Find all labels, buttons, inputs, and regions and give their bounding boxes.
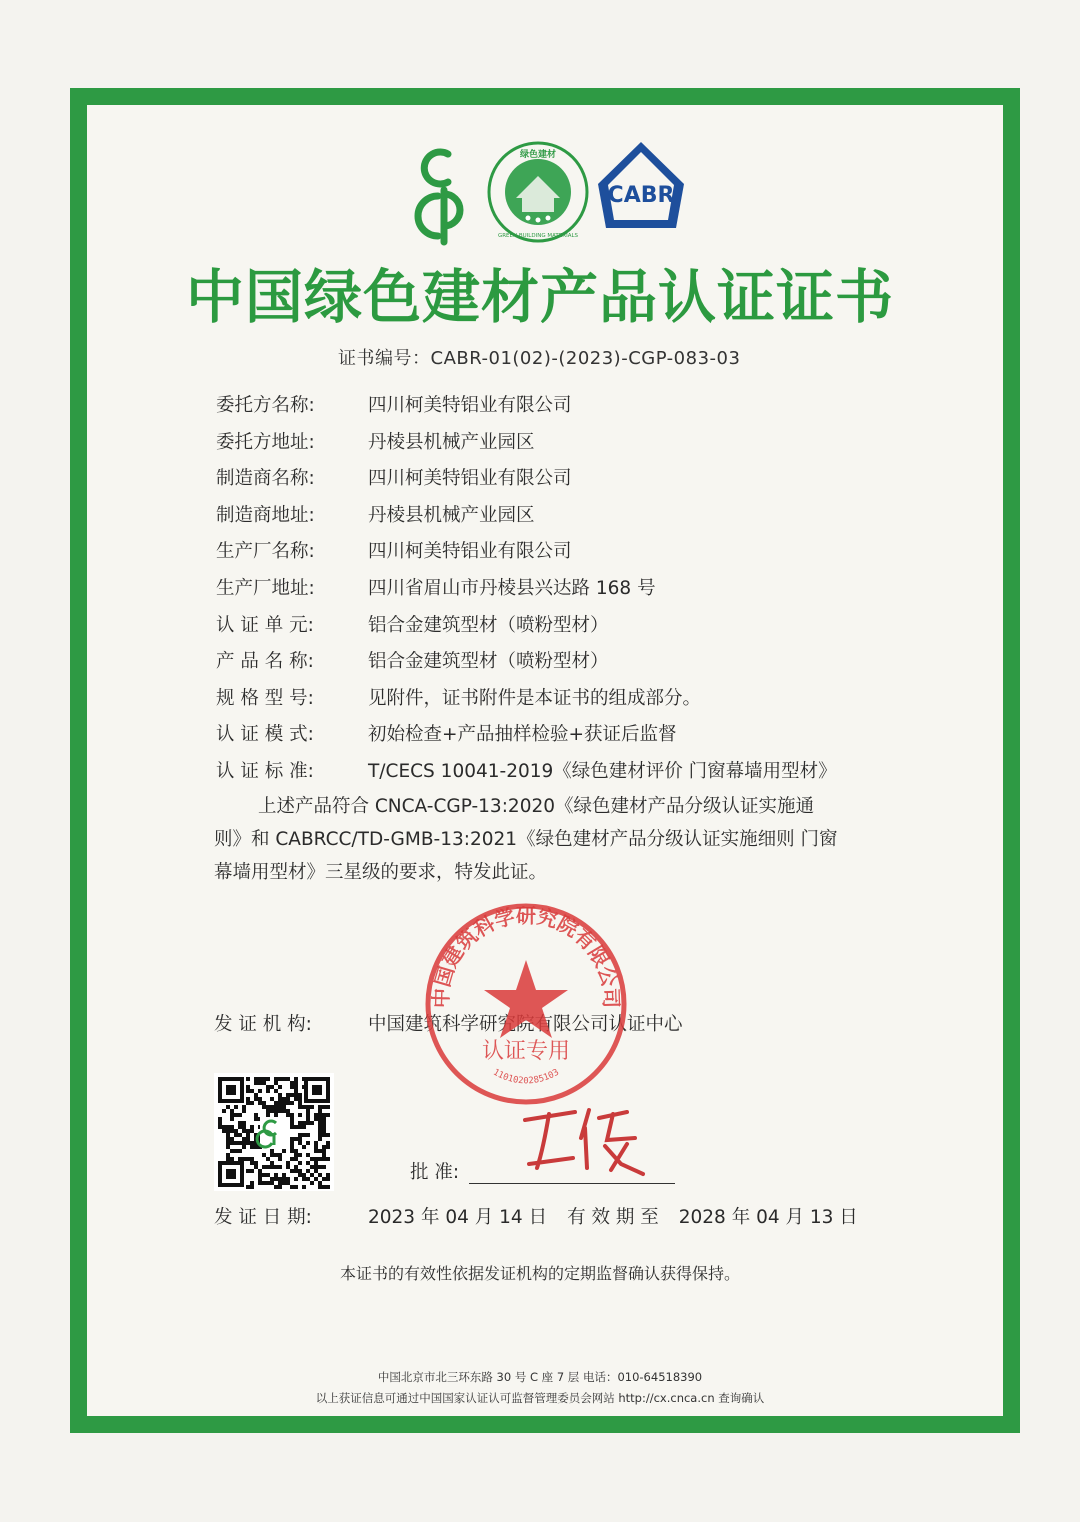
cert-no-label: 证书编号： [338,348,431,369]
seal-ring-text: 中国建筑科学研究院有限公司 [428,903,624,1009]
field-row [216,681,896,718]
certificate-title: 中国绿色建材产品认证证书 [185,263,894,331]
gbm-top-text: 绿色建材 [519,150,557,160]
issue-date: 2023 年 04 月 14 日 [368,1207,548,1228]
field-label: 生产厂地址: [216,577,315,599]
field-row [216,608,896,645]
field-row [216,534,896,571]
field-value: 丹棱县机械产业园区 [368,504,535,526]
field-row [216,425,896,462]
statement-line-3: 幕墙用型材》三星级的要求，特发此证。 [214,862,548,883]
field-value: 四川柯美特铝业有限公司 [368,395,572,416]
field-label: 制造商名称: [216,468,315,490]
expiry-date: 2028 年 04 月 13 日 [678,1207,858,1228]
field-row [216,498,896,535]
certificate-number [338,344,740,370]
field-value: 见附件，证书附件是本证书的组成部分。 [368,687,702,709]
validity-note: 本证书的有效性依据发证机构的定期监督确认获得保持。 [339,1264,740,1283]
svg-text:1101020285103 [491,1068,561,1087]
statement-line-1: 上述产品符合 CNCA-CGP-13:2020《绿色建材产品分级认证实施通 [258,796,815,817]
field-row [216,754,896,791]
issue-dates [214,1203,858,1229]
approval [410,1158,675,1184]
cabr-logo [594,138,688,238]
issue-date-label: 发 证 日 期: [214,1207,312,1228]
approval-label: 批 准: [410,1162,460,1183]
field-label: 规 格 型 号: [216,687,314,709]
seal-number: 1101020285103 [491,1067,561,1087]
logo-group [400,138,700,248]
field-row [216,388,896,425]
field-row [216,644,896,681]
footer-address: 中国北京市北三环东路 30 号 C 座 7 层 电话：010-64518390 [377,1370,703,1384]
field-label: 认 证 单 元: [216,614,314,636]
seal-center-text: 认证专用 [481,1039,571,1064]
field-label: 认 证 模 式: [216,724,314,746]
field-row [216,461,896,498]
cert-no-value: CABR-01(02)-(2023)-CGP-083-03 [430,348,741,369]
certificate-fields [216,388,896,791]
field-label: 生产厂名称: [216,541,315,563]
field-value: 铝合金建筑型材（喷粉型材） [368,614,609,636]
field-row [216,571,896,608]
issuer-label: 发 证 机 构: [214,1014,312,1035]
official-seal [420,898,632,1110]
cgp-logo [400,138,488,248]
cabr-logo-text: CABR [607,183,675,208]
field-value: T/CECS 10041-2019《绿色建材评价 门窗幕墙用型材》 [368,760,837,782]
approval-signature-line [469,1159,675,1184]
field-value: 铝合金建筑型材（喷粉型材） [368,651,609,673]
qr-code [214,1073,334,1191]
field-label: 委托方地址: [216,431,315,453]
green-building-materials-logo [486,140,590,244]
field-value: 四川柯美特铝业有限公司 [368,541,572,563]
issuer-value: 中国建筑科学研究院有限公司认证中心 [368,1014,683,1035]
compliance-statement [214,790,894,889]
field-value: 四川柯美特铝业有限公司 [368,468,572,490]
field-value: 丹棱县机械产业园区 [368,431,535,453]
field-label: 产 品 名 称: [216,651,314,673]
field-label: 认 证 标 准: [216,760,314,782]
field-label: 委托方名称: [216,395,315,416]
field-value: 四川省眉山市丹棱县兴达路 168 号 [368,577,656,599]
valid-until-label: 有 效 期 至 [567,1207,659,1228]
statement-line-2: 则》和 CABRCC/TD-GMB-13:2021《绿色建材产品分级认证实施细则 门窗 [214,829,838,850]
gbm-ring-text: GREEN BUILDING MATERIALS [497,233,579,239]
field-label: 制造商地址: [216,504,315,526]
field-value: 初始检查+产品抽样检验+获证后监督 [368,724,677,746]
field-row [216,717,896,754]
footer-verification: 以上获证信息可通过中国国家认证认可监督管理委员会网站 http://cx.cnca.cn 查询确认 [315,1391,765,1405]
